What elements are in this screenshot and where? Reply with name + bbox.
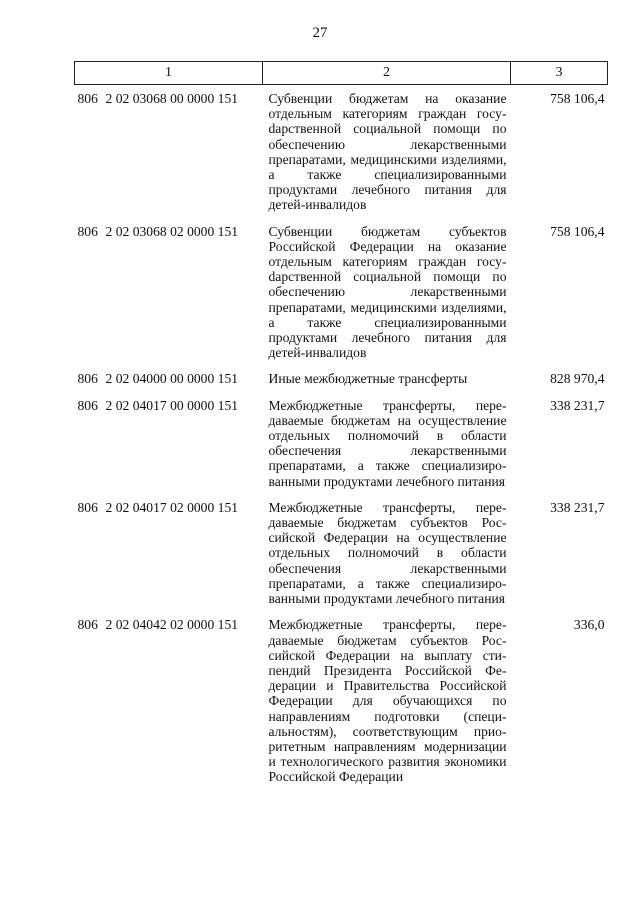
item-name-cell: Межбюджетные трансферты, передаваемые бюджетам на осуществление отдельных полномочий в области обеспечения лекарственными препаратами, а также специализированными продуктами лечебного питания [268,397,507,489]
classification-code: 2 02 04042 02 0000 151 [105,617,239,633]
admin-code: 806 [77,499,98,515]
classification-code: 2 02 04017 00 0000 151 [105,397,239,413]
table-body [75,85,608,796]
item-name-cell: Субвенции бюджетам на оказание отдельным категориям граждан госуdарственной социальной помощи по обеспечению лекарственными препаратами, медицинскими изделиями, а также специализированными продуктами лечебного питания для детей-инвалидов [268,91,507,213]
amount-cell: 338 231,7 [550,397,605,413]
budget-table [74,61,608,796]
table-row [75,85,608,224]
amount-cell: 758 106,4 [550,91,605,106]
table-row [75,617,608,795]
admin-code: 806 [77,371,98,387]
table-row [75,371,608,397]
item-name-cell: Межбюджетные трансферты, передаваемые бюджетам субъектов Российской Федерации на выплату стипендий Президента Российской Федерации и Правительства Российской Федерации для обучающихся по направлениям подготовки (специальностям), соответствующим приоритетным направлениям модернизации и технологического развития экономики Российской Федерации [268,617,507,785]
admin-code: 806 [77,91,98,106]
classification-code: 2 02 03068 00 0000 151 [105,91,239,106]
item-name-cell: Иные межбюджетные трансферты [268,371,468,387]
classification-code: 2 02 04000 00 0000 151 [105,371,239,387]
table-row [75,224,608,372]
table-row [75,398,608,500]
amount-cell: 338 231,7 [550,499,605,515]
item-name-cell: Субвенции бюджетам субъектов Российской Федерации на оказание отдельным категориям граждан госуdарственной социальной помощи по обеспечению лекарственными препаратами, медицинскими изделиями, а также специализированными продуктами лечебного питания для детей-инвалидов [268,223,507,361]
admin-code: 806 [77,223,98,239]
header-col-3: 3 [511,62,608,85]
amount-cell: 828 970,4 [550,371,605,387]
classification-code: 2 02 03068 02 0000 151 [105,223,239,239]
admin-code: 806 [77,617,98,633]
table-header [75,62,608,85]
header-col-2: 2 [263,62,511,85]
budget-code-cell [75,85,263,224]
page-number: 27 [312,25,328,41]
budget-code-cell [75,398,263,500]
amount-cell: 758 106,4 [550,223,605,239]
budget-code-cell [75,617,263,795]
budget-code-cell [75,500,263,617]
budget-code-cell [75,371,263,397]
item-name-cell: Межбюджетные трансферты, передаваемые бюджетам субъектов Российской Федерации на осуществление отдельных полномочий в области обеспечения лекарственными препаратами, а также специализированными продуктами лечебного питания [268,499,507,607]
admin-code: 806 [77,397,98,413]
classification-code: 2 02 04017 02 0000 151 [105,499,239,515]
header-col-1: 1 [75,62,263,85]
table-row [75,500,608,617]
budget-code-cell [75,224,263,372]
amount-cell: 336,0 [573,617,605,633]
